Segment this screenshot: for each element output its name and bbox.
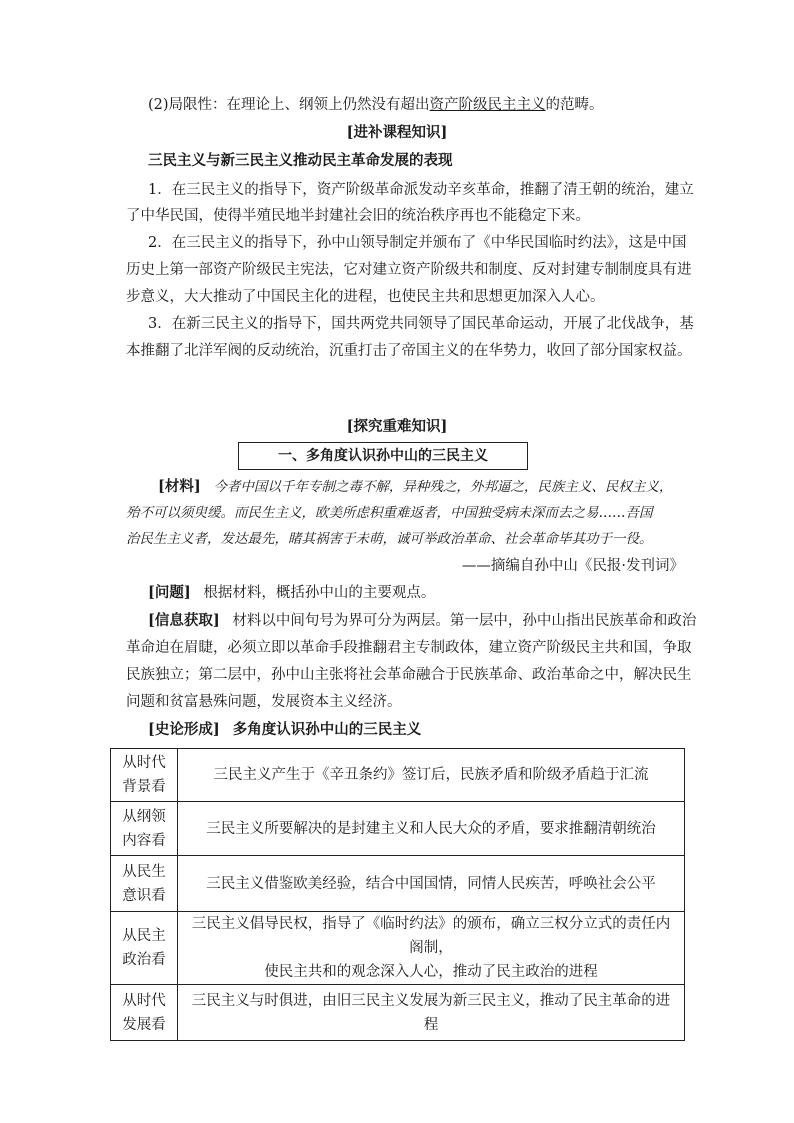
conclusion-line: [史论形成] 多角度认识孙中山的三民主义	[148, 721, 422, 738]
point-3-line-2: 本推翻了北洋军阀的反动统治，沉重打击了帝国主义的在华势力，收回了部分国家权益。	[126, 343, 692, 359]
row-header: 从纲领 内容看	[111, 802, 178, 856]
row-header: 从民主 政治看	[111, 912, 178, 985]
underlined-term: 资产阶级民主主义	[429, 97, 546, 113]
subheading-revolution: 三民主义与新三民主义推动民主革命发展的表现	[148, 152, 453, 169]
material-source: ——摘编自孙中山《民报·发刊词》	[461, 558, 684, 574]
point-1-line-2: 了中华民国，使得半殖民地半封建社会旧的统治秩序再也不能稳定下来。	[126, 208, 590, 224]
limitation-paragraph: (2)局限性：在理论上、纲领上仍然没有超出资产阶级民主主义的范畴。	[148, 97, 604, 113]
material-line-3: 治民生主义者，发达最先，睹其祸害于未萌，诚可举政治革命、社会革命毕其功于一役。	[126, 531, 653, 547]
table-row	[111, 749, 685, 802]
row-header: 从民生 意识看	[111, 856, 178, 912]
point-3-line-1: 3．在新三民主义的指导下，国共两党共同领导了国民革命运动，开展了北伐战争，基	[148, 316, 694, 332]
table-row	[111, 802, 685, 856]
table-row	[111, 912, 685, 985]
info-line-4: 问题和贫富悬殊问题，发展资本主义经济。	[126, 694, 402, 710]
row-content: 三民主义与时俱进，由旧三民主义发展为新三民主义，推动了民主革命的进程	[178, 985, 685, 1041]
info-line-1: [信息获取] 材料以中间句号为界可分为两层。第一层中，孙中山指出民族革命和政治	[148, 612, 697, 629]
perspectives-table	[110, 748, 685, 1041]
row-content: 三民主义倡导民权，指导了《临时约法》的颁布，确立三权分立式的责任内阁制， 使民主共和的观念深入人心，推动了民主政治的进程	[178, 912, 685, 985]
question-label: [问题]	[148, 584, 191, 601]
material-label: [材料]	[158, 478, 201, 495]
table-row	[111, 856, 685, 912]
table-row	[111, 985, 685, 1041]
row-content: 三民主义借鉴欧美经验，结合中国国情，同情人民疾苦，呼唤社会公平	[178, 856, 685, 912]
point-2-line-1: 2．在三民主义的指导下，孙中山领导制定并颁布了《中华民国临时约法》，这是中国	[148, 235, 687, 251]
info-label: [信息获取]	[148, 612, 220, 629]
conclusion-label: [史论形成]	[148, 721, 220, 738]
row-header: 从时代 发展看	[111, 985, 178, 1041]
point-1-line-1: 1．在三民主义的指导下，资产阶级革命派发动辛亥革命，推翻了清王朝的统治，建立	[148, 182, 694, 198]
info-line-3: 民族独立；第二层中，孙中山主张将社会革命融合于民族革命、政治革命之中，解决民生	[126, 667, 692, 683]
info-line-2: 革命迫在眉睫，必须立即以革命手段推翻君主专制政体，建立资产阶级民主共和国，争取	[126, 640, 692, 656]
material-line-2: 殆不可以须臾缓。而民生主义，欧美所虑积重难返者，中国独受病未深而去之易……吾国	[126, 505, 653, 521]
section-title-supplement: [进补课程知识]	[346, 124, 448, 141]
question-line: [问题] 根据材料，概括孙中山的主要观点。	[148, 584, 436, 601]
point-2-line-3: 步意义，大大推动了中国民主化的进程，也使民主共和思想更加深入人心。	[126, 289, 605, 305]
section-title-explore: [探究重难知识]	[346, 418, 448, 435]
row-content: 三民主义所要解决的是封建主义和人民大众的矛盾，要求推翻清朝统治	[178, 802, 685, 856]
point-2-line-2: 历史上第一部资产阶级民主宪法，它对建立资产阶级共和制度、反对封建专制制度具有进	[126, 262, 692, 278]
row-content: 三民主义产生于《辛丑条约》签订后，民族矛盾和阶级矛盾趋于汇流	[178, 749, 685, 802]
boxed-topic-title: 一、多角度认识孙中山的三民主义	[238, 442, 528, 470]
material-line-1: [材料] 今者中国以千年专制之毒不解，异种残之，外邦逼之，民族主义、民权主义，	[158, 478, 673, 495]
row-header: 从时代 背景看	[111, 749, 178, 802]
